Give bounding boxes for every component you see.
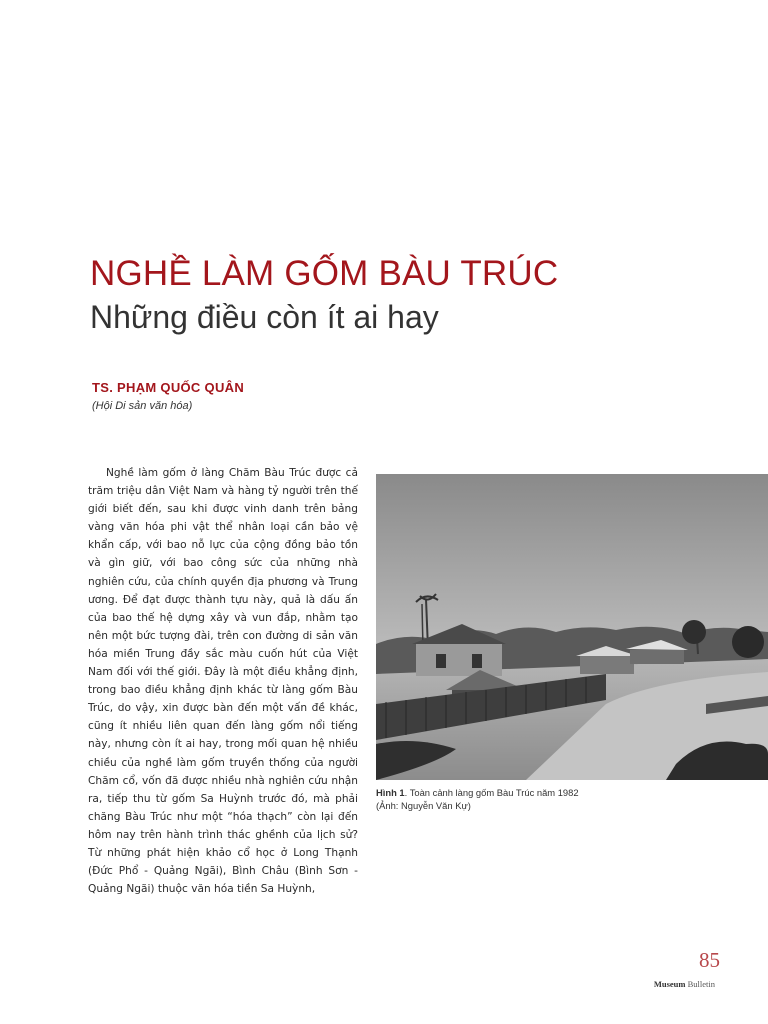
village-photo bbox=[376, 474, 768, 780]
figure-credit: (Ảnh: Nguyễn Văn Kự) bbox=[376, 799, 471, 811]
figure-label: Hình 1 bbox=[376, 787, 405, 798]
publication-name-bold: Museum bbox=[653, 979, 686, 989]
article-title: NGHỀ LÀM GỐM BÀU TRÚC bbox=[90, 254, 559, 293]
figure-caption bbox=[376, 787, 756, 812]
publication-name bbox=[600, 979, 715, 989]
author-name: TS. PHẠM QUỐC QUÂN bbox=[92, 380, 245, 395]
article-subtitle: Những điều còn ít ai hay bbox=[90, 299, 439, 335]
article-body: Nghề làm gốm ở làng Chăm Bàu Trúc được cả trăm triệu dân Việt Nam và hàng tỷ người trên thế giới biết đến, sau khi được vinh danh trên bảng vàng văn hóa phi vật thể nhân loại cần bảo vệ khẩn cấp, với bao nỗ lực của cộng đồng bảo tồn và gìn giữ, với bao công sức của những nhà nghiên cứu, của chính quyền địa phương và Trung ương. Để đạt được thành tựu này, quả là dấu ấn của bao thế hệ dựng xây và vun đắp, nhằm tạo nên một bức tượng đài, trên con đường di sản văn hóa miền Trung đầy sắc màu cuốn hút của Việt Nam đối với thế giới. Đây là một điều khẳng định, trong bao điều khẳng định khác từ làng gốm Bàu Trúc, do vậy, xin được bàn đến một vấn đề khác, cũng ít nhiều liên quan đến làng gốm nổi tiếng này, nhưng còn ít ai hay, trong mối quan hệ nhiều chiều của nghề làm gốm truyền thống của người Chăm cổ, vốn đã được nhiều nhà nghiên cứu nhận ra, tiếp thu từ gốm Sa Huỳnh trước đó, mà phải chăng Bàu Trúc như một “hóa thạch” còn lại đến hôm nay trên hành trình thác ghềnh của lịch sử? Từ những phát hiện khảo cổ học ở Long Thạnh (Đức Phổ - Quảng Ngãi), Bình Châu (Bình Sơn - Quảng Ngãi) thuộc văn hóa tiền Sa Huỳnh, bbox=[88, 467, 358, 896]
figure-caption-text: . Toàn cảnh làng gốm Bàu Trúc năm 1982 bbox=[404, 787, 579, 798]
author-affiliation: (Hội Di sản văn hóa) bbox=[92, 400, 193, 412]
publication-name-rest: Bulletin bbox=[685, 979, 715, 989]
page-number: 85 bbox=[699, 948, 720, 972]
